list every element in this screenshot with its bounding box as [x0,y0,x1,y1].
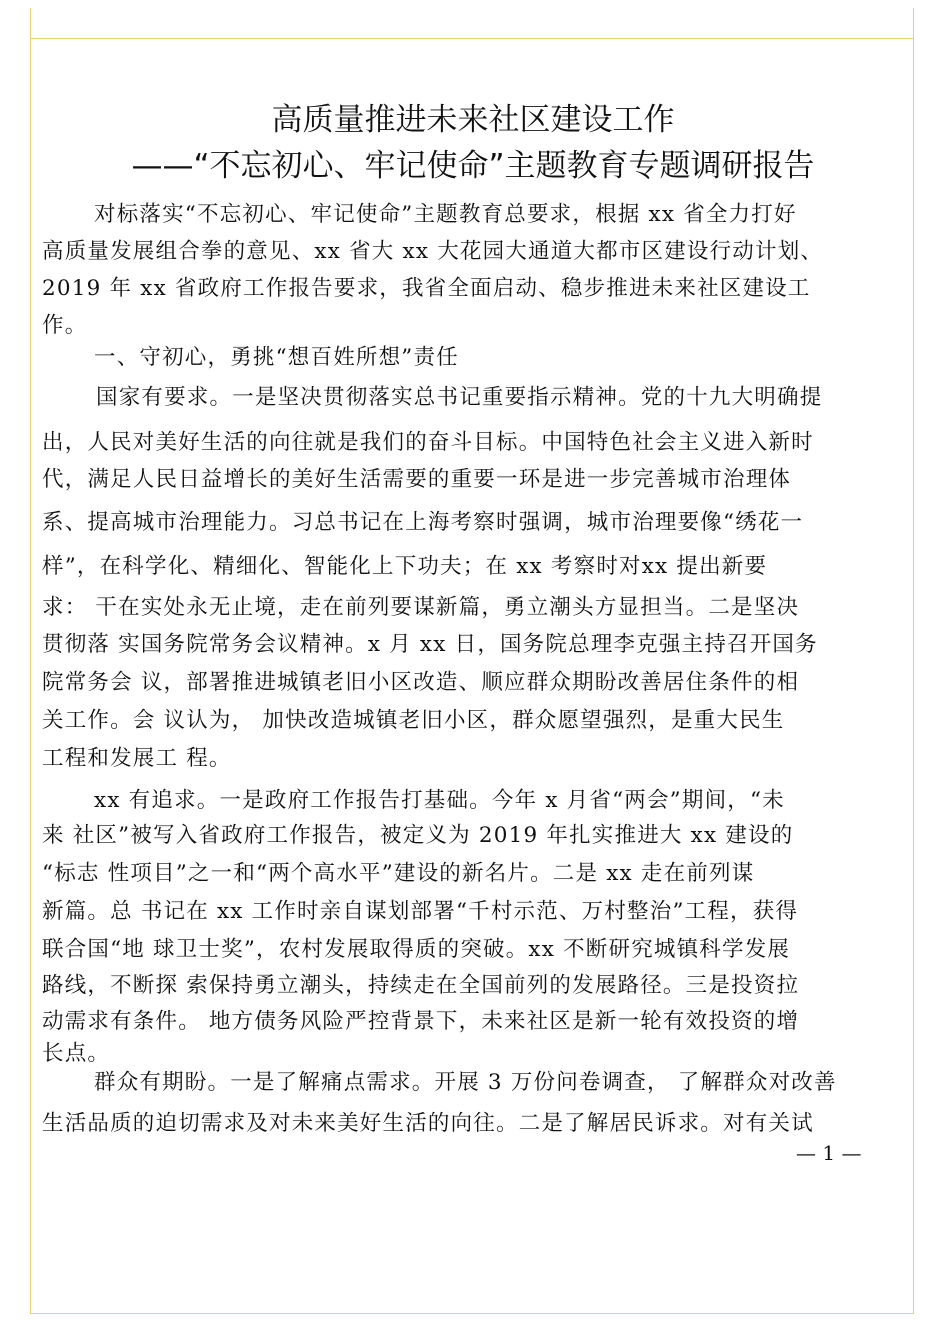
body-line: 样”，在科学化、精细化、智能化上下功夫；在 xx 考察时对xx 提出新要 [42,554,768,579]
body-line: 动需求有条件。 地方债务风险严控背景下，未来社区是新一轮有效投资的增 [42,1009,800,1034]
body-line: 院常务会 议，部署推进城镇老旧小区改造、顺应群众期盼改善居住条件的相 [42,670,800,695]
body-line: 出，人民对美好生活的向往就是我们的奋斗目标。中国特色社会主义进入新时 [42,430,814,455]
body-line: 新篇。总 书记在 xx 工作时亲自谋划部署“千村示范、万村整治”工程，获得 [42,899,799,924]
body-line: 对标落实“不忘初心、牢记使命”主题教育总要求，根据 xx 省全力打好 [94,202,797,227]
body-line: 代，满足人民日益增长的美好生活需要的重要一环是进一步完善城市治理体 [42,467,792,492]
page-border-top [30,38,914,39]
page-border-left [30,8,31,1314]
body-line: 作。 [42,313,88,338]
body-line: 关工作。会 议认为， 加快改造城镇老旧小区，群众愿望强烈，是重大民生 [42,708,785,733]
body-line: 来 社区”被写入省政府工作报告，被定义为 2019 年扎实推进大 xx 建设的 [42,823,794,848]
body-line: xx 有追求。一是政府工作报告打基础。今年 x 月省“两会”期间，“未 [94,788,785,813]
page-border-right [913,8,914,1314]
document-title: 高质量推进未来社区建设工作 [271,102,675,138]
body-line: 群众有期盼。一是了解痛点需求。开展 3 万份问卷调查， 了解群众对改善 [94,1070,837,1095]
body-line: 联合国“地 球卫士奖”，农村发展取得质的突破。xx 不断研究城镇科学发展 [42,937,791,962]
body-line: “标志 性项目”之一和“两个高水平”建设的新名片。二是 xx 走在前列谋 [42,861,755,886]
body-line: 贯彻落 实国务院常务会议精神。x 月 xx 日，国务院总理李克强主持召开国务 [42,632,818,657]
section-heading: 一、守初心，勇挑“想百姓所想”责任 [94,345,459,370]
page-number: — 1 — [796,1141,862,1165]
page-border-bottom [30,1313,914,1314]
body-line: 路线，不断探 索保持勇立潮头，持续走在全国前列的发展路径。三是投资拉 [42,973,800,998]
body-line: 生活品质的迫切需求及对未来美好生活的向往。二是了解居民诉求。对有关试 [42,1111,814,1136]
body-line: 高质量发展组合拳的意见、xx 省大 xx 大花园大通道大都市区建设行动计划、 [42,239,824,264]
body-line: 长点。 [42,1041,111,1066]
body-line: 2019 年 xx 省政府工作报告要求，我省全面启动、稳步推进未来社区建设工 [42,276,811,301]
document-subtitle: ——“不忘初心、牢记使命”主题教育专题调研报告 [131,148,815,184]
body-line: 求： 干在实处永无止境，走在前列要谋新篇，勇立潮头方显担当。二是坚决 [42,595,800,620]
body-line: 系、提高城市治理能力。习总书记在上海考察时强调，城市治理要像“绣花一 [42,510,804,535]
body-line: 工程和发展工 程。 [42,746,232,771]
body-line: 国家有要求。一是坚决贯彻落实总书记重要指示精神。党的十九大明确提 [96,385,823,410]
